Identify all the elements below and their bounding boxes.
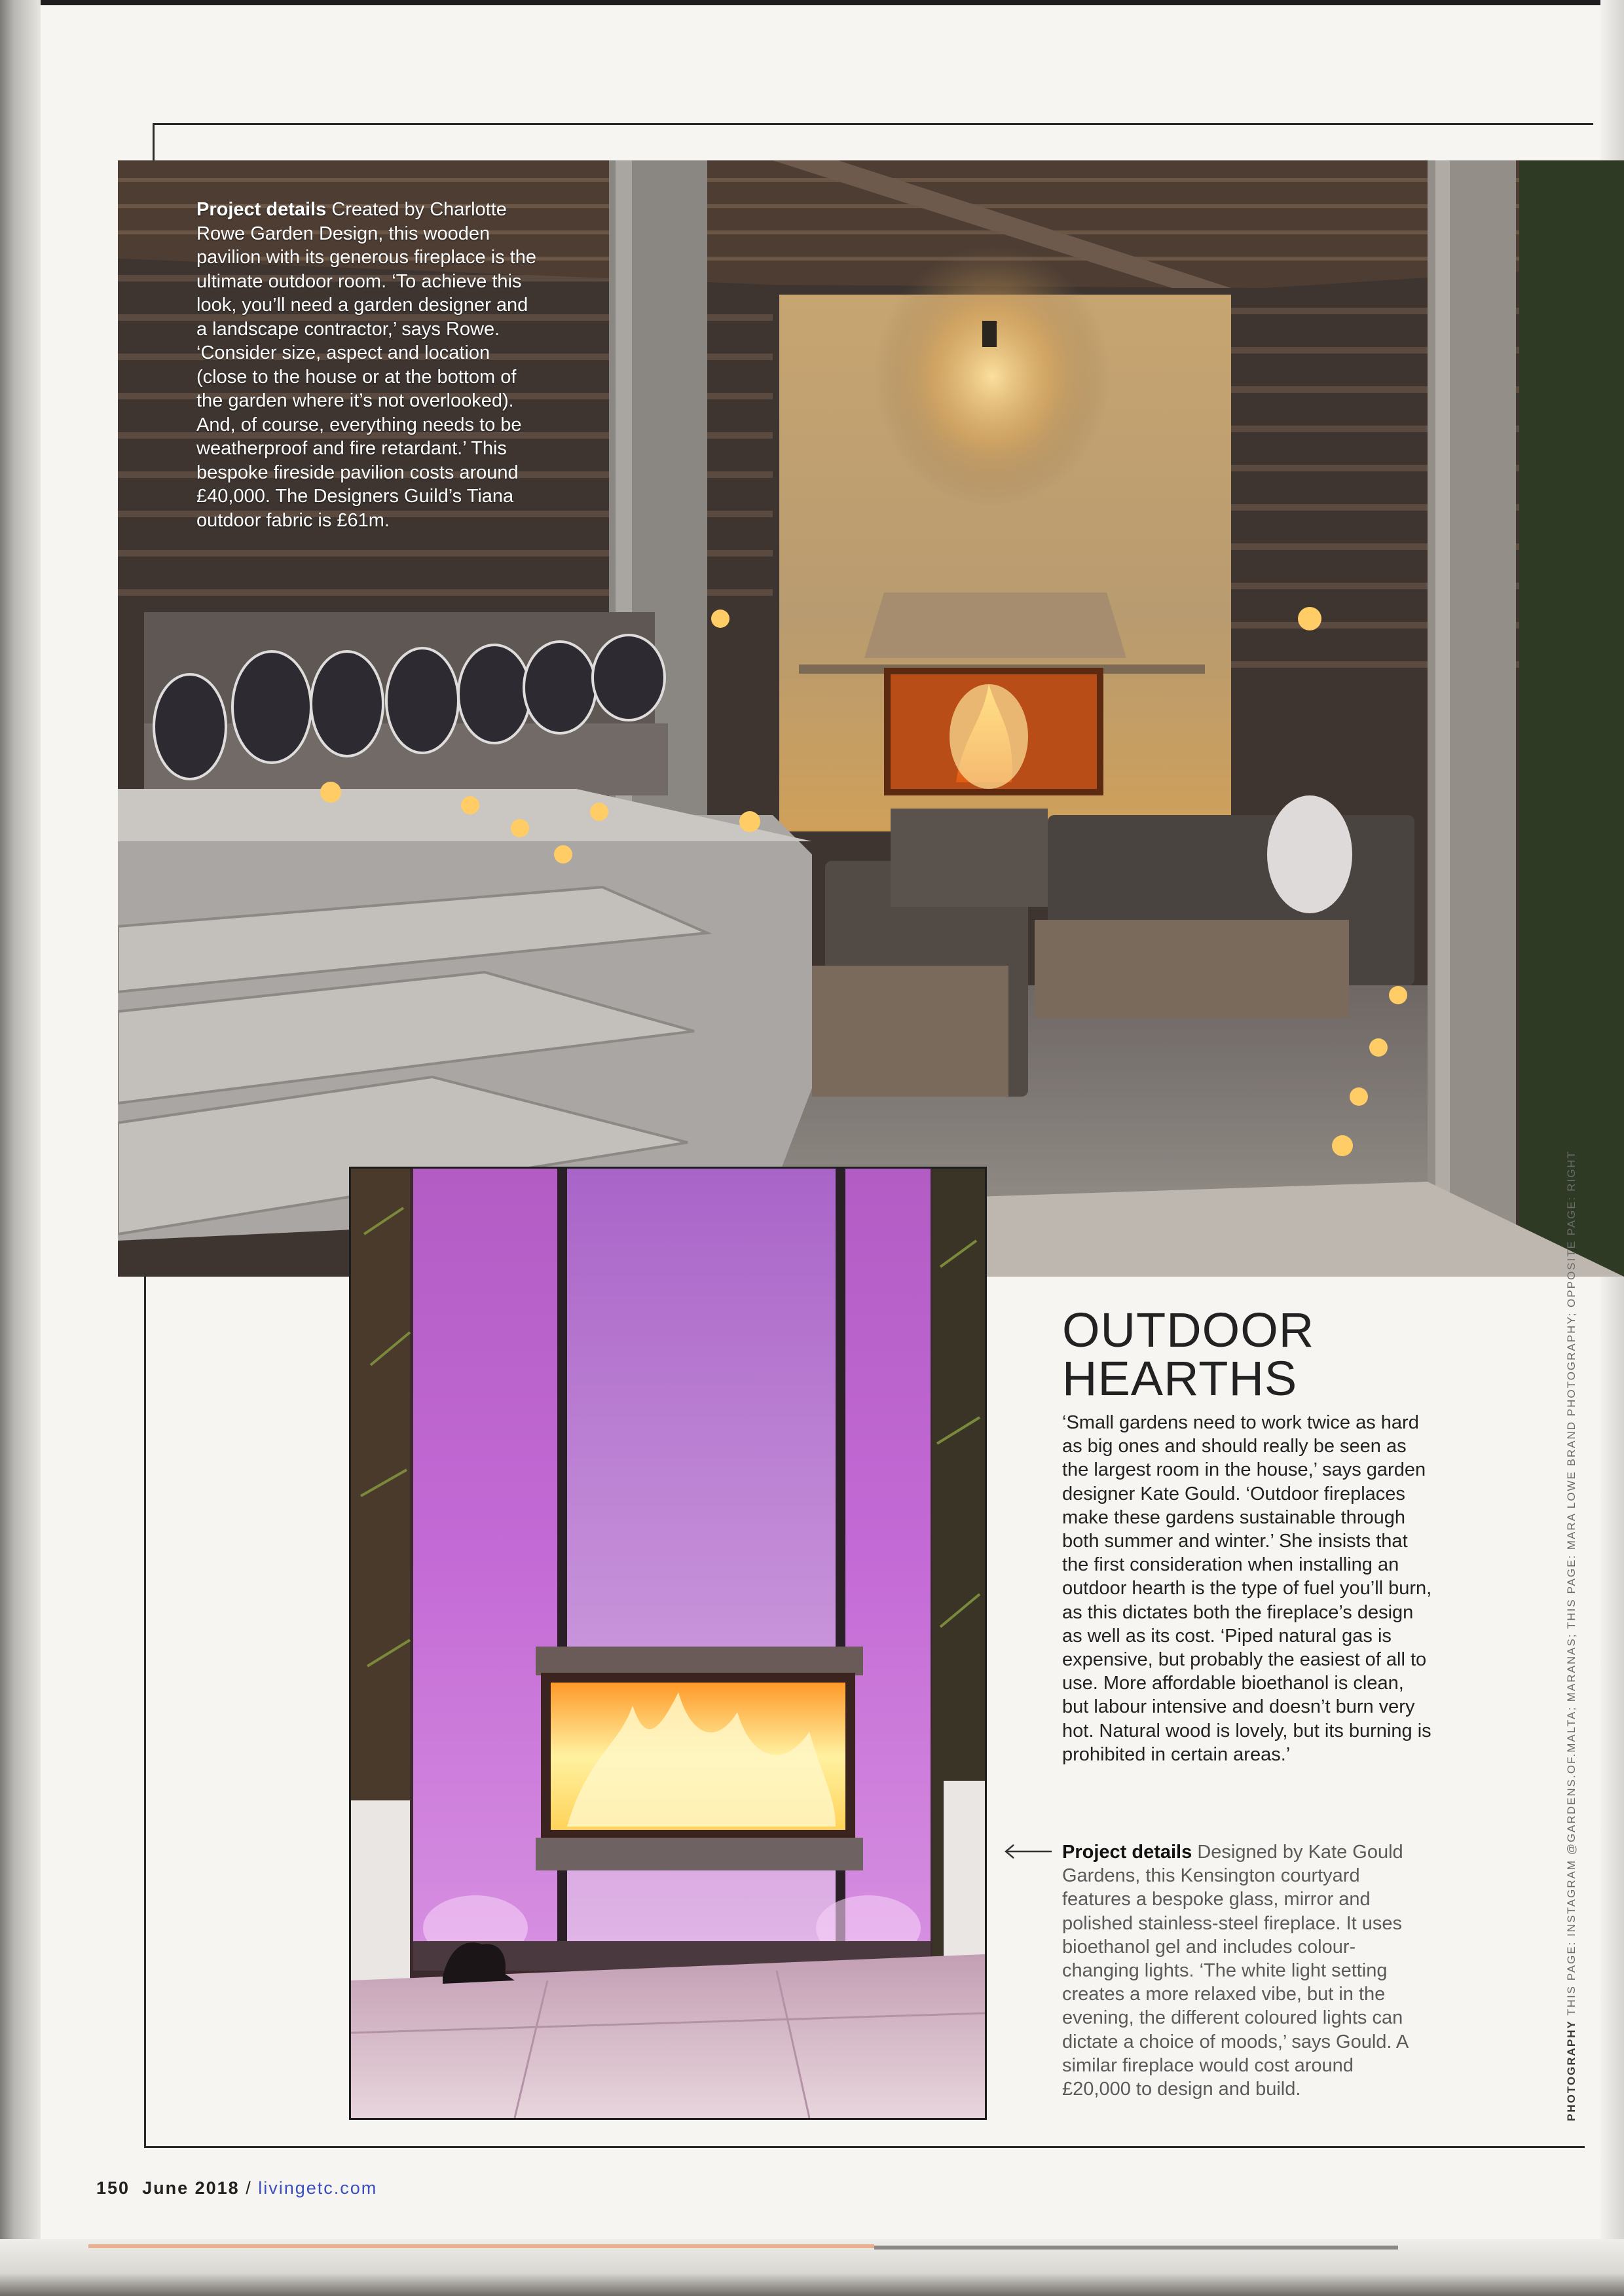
headline-line-1: OUTDOOR [1062, 1303, 1315, 1357]
frame-left-rule-upper [153, 123, 155, 162]
footer-separator: / [246, 2178, 252, 2198]
credit-lead: PHOTOGRAPHY [1565, 2020, 1578, 2121]
book-binding-shadow [0, 0, 41, 2296]
page-top-edge [0, 0, 1624, 5]
scan-dark-line [874, 2246, 1398, 2250]
glass-fireplace-caption [1062, 1840, 1426, 2101]
pavilion-photo-caption [196, 198, 537, 532]
photography-credit [1565, 1150, 1578, 2121]
website-link[interactable]: livingetc.com [258, 2178, 378, 2198]
article-body: ‘Small gardens need to work twice as hard as big ones and should really be seen as the largest room in the house,’ says garden designer Kate Gould. ‘Outdoor fireplaces make these gardens sustainable through both summer and winter.’ She insists that the first consideration when installing an outdoor hearth is the type of fuel you’ll burn, as this dictates both the fireplace’s design as well as its cost. ‘Piped natural gas is expensive, but probably the easiest of all to use. More affordable bioethanol is clean, but labour intensive and doesn’t burn very hot. Natural wood is lovely, but its burning is prohibited in certain areas.’ [1062, 1412, 1432, 1765]
caption-text: Designed by Kate Gould Gardens, this Kensington courtyard features a bespoke glass, mirror and polished stainless-steel fireplace. It uses bioethanol gel and includes colour-changing lights. ‘The white light setting creates a more relaxed vibe, but in the evening, the different coloured lights can dictate a choice of moods,’ says Gould. A similar fireplace would cost around £20,000 to design and build. [1062, 1842, 1408, 2100]
caption-lead: Project details [1062, 1842, 1192, 1863]
page-footer [96, 2178, 377, 2198]
left-arrow-icon [1003, 1844, 1052, 1859]
issue-date: June 2018 [142, 2178, 240, 2198]
caption-lead: Project details [196, 199, 327, 220]
headline-line-2: HEARTHS [1062, 1351, 1298, 1406]
frame-left-rule-lower [144, 1270, 146, 2147]
frame-top-rule [153, 123, 1593, 125]
credit-text: THIS PAGE: INSTAGRAM @GARDENS.OF.MALTA; MARANAS; THIS PAGE: MARA LOWE BRAND PHOTOGRAPHY; OPPOSITE PAGE: RIGHT [1565, 1150, 1578, 2016]
scan-orange-line [88, 2244, 874, 2248]
page-number: 150 [96, 2178, 130, 2198]
frame-bottom-rule [144, 2146, 1585, 2148]
article-headline [1062, 1303, 1455, 1406]
glass-fireplace-photo [349, 1167, 987, 2120]
caption-text: Created by Charlotte Rowe Garden Design, this wooden pavilion with its generous fireplace is the ultimate outdoor room. ‘To achieve this look, you’ll need a garden designer and a landscape contractor,’ says Rowe. ‘Consider size, aspect and location (close to the house or at the bottom of the garden where it’s not overlooked). And, of course, everything needs to be weatherproof and fire retardant.’ This bespoke fireside pavilion costs around £40,000. The Designers Guild’s Tiana outdoor fabric is £61m. [196, 199, 537, 531]
